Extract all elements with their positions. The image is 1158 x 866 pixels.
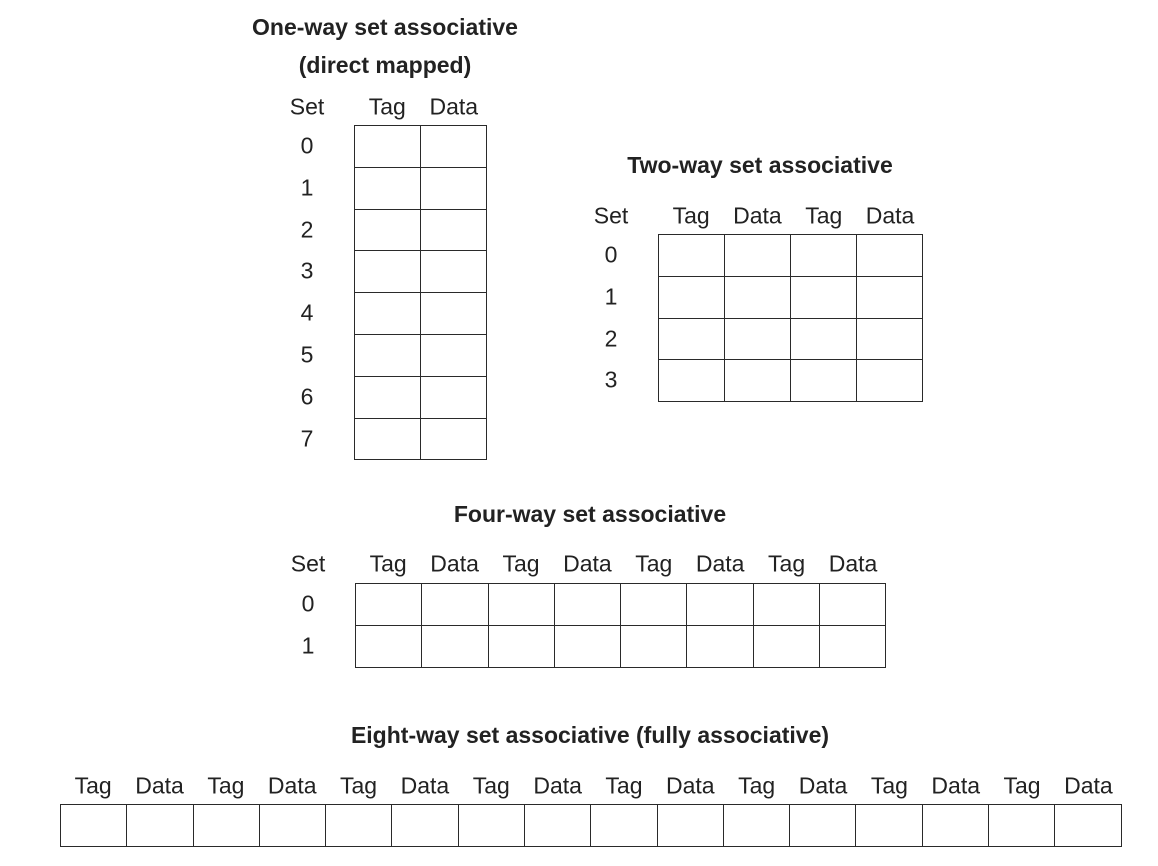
one-way-set-label: Set — [289, 93, 325, 120]
tag-cell — [791, 318, 857, 360]
one-way-set-index-7: 7 — [300, 425, 314, 451]
data-cell — [127, 805, 193, 847]
data-cell — [422, 584, 488, 626]
data-cell — [421, 376, 487, 418]
eight-way-column-header-data: Data — [135, 772, 184, 799]
two-way-cache-grid — [658, 234, 923, 402]
tag-cell — [326, 805, 392, 847]
data-cell — [421, 251, 487, 293]
data-cell — [524, 805, 590, 847]
two-way-column-header-data: Data — [733, 202, 782, 229]
tag-cell — [355, 126, 421, 168]
tag-cell — [355, 418, 421, 460]
one-way-column-header-tag: Tag — [368, 93, 406, 120]
cache-set-row — [355, 293, 487, 335]
data-cell — [554, 584, 620, 626]
tag-cell — [488, 625, 554, 667]
four-way-set-index-0: 0 — [301, 590, 315, 617]
eight-way-column-header-data: Data — [931, 772, 981, 799]
tag-cell — [723, 805, 789, 847]
two-way-column-header-tag: Tag — [805, 202, 843, 229]
two-way-title: Two-way set associative — [627, 152, 893, 178]
one-way-set-index-2: 2 — [300, 216, 314, 242]
four-way-column-header-tag: Tag — [502, 550, 540, 577]
eight-way-column-header-tag: Tag — [605, 772, 643, 799]
eight-way-column-header-tag: Tag — [870, 772, 908, 799]
cache-set-row — [659, 235, 923, 277]
cache-set-row — [356, 584, 886, 626]
data-cell — [392, 805, 458, 847]
data-cell — [1055, 805, 1121, 847]
tag-cell — [791, 276, 857, 318]
one-way-set-index-5: 5 — [300, 341, 314, 368]
eight-way-column-header-data: Data — [267, 772, 317, 799]
data-cell — [857, 235, 923, 277]
tag-cell — [753, 625, 819, 667]
tag-cell — [856, 805, 922, 847]
data-cell — [857, 276, 923, 318]
eight-way-column-header-data: Data — [400, 772, 450, 799]
tag-cell — [988, 805, 1054, 847]
two-way-column-header-data: Data — [865, 202, 915, 229]
two-way-set-index-3: 3 — [604, 366, 618, 393]
four-way-column-header-data: Data — [430, 550, 479, 577]
cache-set-row — [659, 276, 923, 318]
tag-cell — [659, 276, 725, 318]
tag-cell — [791, 360, 857, 402]
data-cell — [922, 805, 988, 847]
four-way-column-header-tag: Tag — [768, 550, 806, 577]
four-way-cache-grid — [355, 583, 886, 668]
tag-cell — [791, 235, 857, 277]
one-way-set-index-3: 3 — [300, 257, 314, 284]
two-way-set-index-2: 2 — [604, 325, 618, 351]
data-cell — [687, 625, 753, 667]
tag-cell — [355, 334, 421, 376]
data-cell — [421, 209, 487, 251]
data-cell — [725, 360, 791, 402]
one-way-set-index-0: 0 — [300, 132, 314, 159]
four-way-title: Four-way set associative — [453, 501, 727, 527]
one-way-set-index-1: 1 — [300, 174, 314, 201]
eight-way-column-header-tag: Tag — [340, 772, 378, 799]
eight-way-column-header-data: Data — [666, 772, 715, 799]
one-way-subtitle: (direct mapped) — [298, 52, 472, 78]
tag-cell — [621, 584, 687, 626]
four-way-column-header-data: Data — [563, 550, 612, 577]
data-cell — [422, 625, 488, 667]
four-way-column-header-data: Data — [828, 550, 878, 577]
cache-set-row — [659, 360, 923, 402]
cache-set-row — [355, 167, 487, 209]
two-way-set-index-0: 0 — [604, 241, 618, 268]
tag-cell — [591, 805, 657, 847]
two-way-set-index-1: 1 — [604, 283, 618, 310]
cache-set-row — [355, 418, 487, 460]
one-way-title: One-way set associative — [252, 14, 518, 40]
data-cell — [790, 805, 856, 847]
tag-cell — [458, 805, 524, 847]
tag-cell — [355, 251, 421, 293]
eight-way-title: Eight-way set associative (fully associative) — [350, 722, 830, 748]
data-cell — [554, 625, 620, 667]
data-cell — [857, 360, 923, 402]
tag-cell — [356, 584, 422, 626]
tag-cell — [356, 625, 422, 667]
tag-cell — [621, 625, 687, 667]
eight-way-column-header-tag: Tag — [738, 772, 776, 799]
eight-way-column-header-data: Data — [533, 772, 582, 799]
tag-cell — [659, 360, 725, 402]
cache-set-row — [355, 251, 487, 293]
eight-way-column-header-tag: Tag — [1003, 772, 1041, 799]
eight-way-column-header-tag: Tag — [74, 772, 112, 799]
data-cell — [687, 584, 753, 626]
one-way-cache-grid — [354, 125, 487, 460]
cache-set-row — [61, 805, 1122, 847]
four-way-column-header-tag: Tag — [369, 550, 407, 577]
data-cell — [657, 805, 723, 847]
four-way-set-label: Set — [290, 550, 326, 577]
cache-set-row — [355, 376, 487, 418]
tag-cell — [659, 235, 725, 277]
tag-cell — [659, 318, 725, 360]
cache-set-row — [355, 126, 487, 168]
data-cell — [259, 805, 325, 847]
cache-set-row — [355, 334, 487, 376]
one-way-set-index-4: 4 — [300, 299, 314, 326]
four-way-column-header-tag: Tag — [635, 550, 673, 577]
tag-cell — [355, 209, 421, 251]
eight-way-column-header-tag: Tag — [207, 772, 245, 799]
tag-cell — [753, 584, 819, 626]
data-cell — [421, 167, 487, 209]
tag-cell — [61, 805, 127, 847]
data-cell — [725, 235, 791, 277]
tag-cell — [355, 167, 421, 209]
tag-cell — [488, 584, 554, 626]
eight-way-column-header-tag: Tag — [472, 772, 510, 799]
one-way-set-index-6: 6 — [300, 383, 314, 410]
four-way-column-header-data: Data — [695, 550, 745, 577]
data-cell — [725, 276, 791, 318]
four-way-set-index-1: 1 — [301, 632, 315, 659]
tag-cell — [193, 805, 259, 847]
two-way-set-label: Set — [593, 202, 629, 229]
cache-set-row — [356, 625, 886, 667]
tag-cell — [355, 376, 421, 418]
eight-way-cache-grid — [60, 804, 1122, 847]
data-cell — [421, 293, 487, 335]
eight-way-column-header-data: Data — [798, 772, 848, 799]
data-cell — [421, 334, 487, 376]
one-way-column-header-data: Data — [429, 93, 479, 120]
data-cell — [725, 318, 791, 360]
data-cell — [819, 584, 885, 626]
data-cell — [421, 418, 487, 460]
cache-set-row — [355, 209, 487, 251]
tag-cell — [355, 293, 421, 335]
cache-set-row — [659, 318, 923, 360]
data-cell — [819, 625, 885, 667]
data-cell — [421, 126, 487, 168]
eight-way-column-header-data: Data — [1064, 772, 1113, 799]
two-way-column-header-tag: Tag — [672, 202, 710, 229]
data-cell — [857, 318, 923, 360]
